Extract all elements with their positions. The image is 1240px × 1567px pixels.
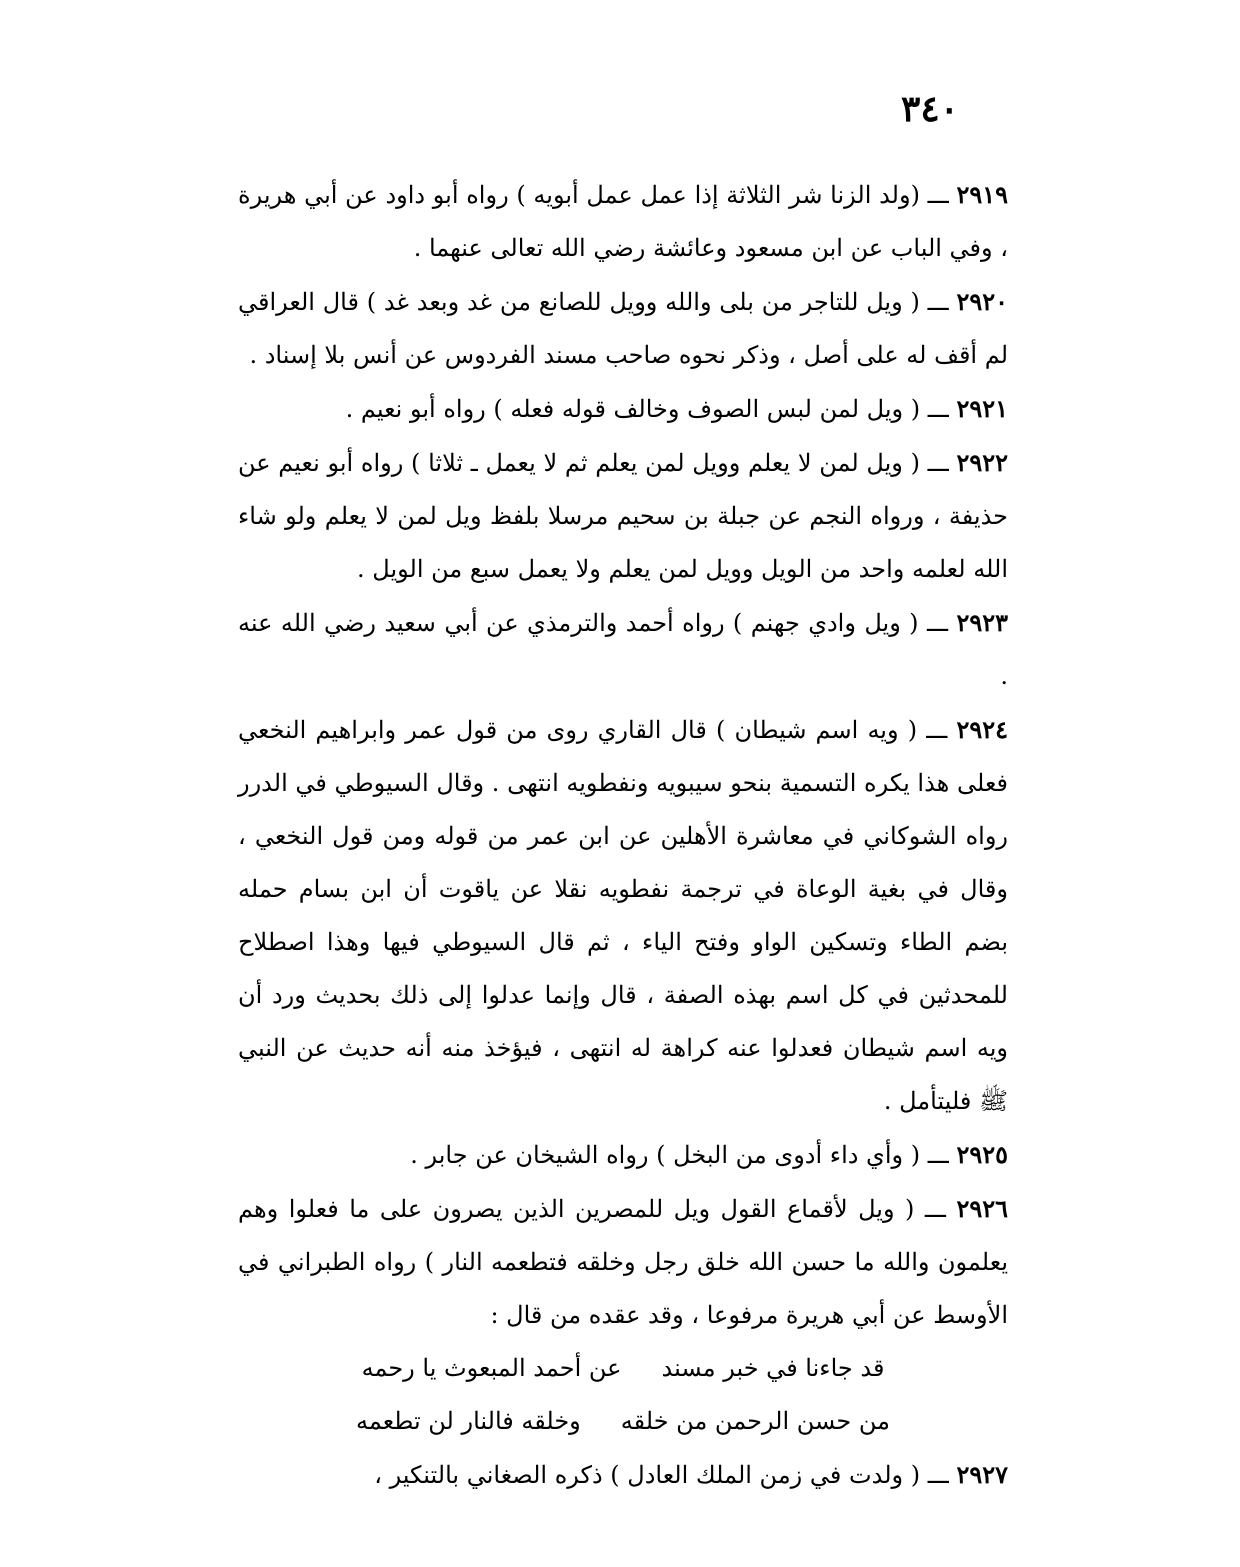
hadith-entry: [238, 703, 1008, 1128]
entry-text: ـــ ( وأي داء أدوى من البخل ) رواه الشيخان عن جابر .: [410, 1141, 957, 1169]
entry-text: ـــ ( ويل للتاجر من بلى والله وويل للصانع من غد وبعد غد ) قال العراقي لم أقف له على أصل ، وذكر نحوه صاحب مسند الفردوس عن أنس بلا إسناد .: [238, 288, 1008, 369]
hadith-entry: [238, 275, 1008, 382]
entry-number: ٢٩٢٣: [956, 608, 1008, 637]
hadith-entry: [238, 1448, 1008, 1502]
hadith-entry: [238, 596, 1008, 703]
poem-hemistich-left: عن أحمد المبعوث يا رحمه: [361, 1354, 622, 1382]
hadith-entry: [238, 1182, 1008, 1342]
entry-number: ٢٩٢٤: [956, 715, 1008, 744]
poem-verse: [238, 1342, 1008, 1395]
hadith-entry: [238, 382, 1008, 436]
poem-hemistich-left: وخلقه فالنار لن تطعمه: [355, 1407, 581, 1435]
entry-text: ـــ ( ويه اسم شيطان ) قال القاري روى من قول عمر وابراهيم النخعي فعلى هذا يكره التسمية بنحو سيبويه ونفطويه انتهى . وقال السيوطي في الدرر رواه الشوكاني في معاشرة الأهلين عن ابن عمر من قوله ومن قول النخعي ، وقال في بغية الوعاة في ترجمة نفطويه نقلا عن ياقوت أن ابن بسام حمله بضم الطاء وتسكين الواو وفتح الياء ، ثم قال السيوطي فيها وهذا اصطلاح للمحدثين في كل اسم بهذه الصفة ، قال وإنما عدلوا إلى ذلك بحديث ورد أن ويه اسم شيطان فعدلوا عنه كراهة له انتهى ، فيؤخذ منه أنه حديث عن النبي ﷺ فليتأمل .: [238, 716, 1008, 1115]
entry-number: ٢٩٢٦: [956, 1194, 1008, 1223]
entry-number: ٢٩٢٥: [956, 1140, 1008, 1169]
hadith-entry: [238, 1128, 1008, 1182]
entry-number: ٢٩٢٢: [956, 448, 1008, 477]
entry-text: ـــ ( ويل لمن لا يعلم وويل لمن يعلم ثم لا يعمل ـ ثلاثا ) رواه أبو نعيم عن حذيفة ، ورواه النجم عن جبلة بن سحيم مرسلا بلفظ ويل لمن لا يعلم ولو شاء الله لعلمه واحد من الويل وويل لمن يعلم ولا يعمل سبع من الويل .: [238, 449, 1008, 583]
entry-number: ٢٩٢١: [956, 394, 1008, 423]
entry-number: ٢٩٢٧: [956, 1460, 1008, 1489]
entry-number: ٢٩٢٠: [956, 287, 1008, 316]
entry-text: ـــ ( ويل لأقماع القول ويل للمصرين الذين يصرون على ما فعلوا وهم يعلمون والله ما حسن الله خلق رجل وخلقه فتطعمه النار ) رواه الطبراني في الأوسط عن أبي هريرة مرفوعا ، وقد عقده من قال :: [238, 1195, 1008, 1329]
entry-number: ٢٩١٩: [956, 180, 1008, 209]
poem-hemistich-right: من حسن الرحمن من خلقه: [620, 1407, 891, 1435]
hadith-entry: [238, 168, 1008, 275]
page-number: ٣٤٠: [900, 88, 959, 130]
entry-text: ـــ ( ويل وادي جهنم ) رواه أحمد والترمذي عن أبي سعيد رضي الله عنه .: [238, 609, 1008, 690]
page-body: [238, 168, 1008, 1502]
hadith-entry: [238, 436, 1008, 596]
poem: [238, 1342, 1008, 1448]
entry-text: ـــ ( ولدت في زمن الملك العادل ) ذكره الصغاني بالتنكير ،: [374, 1461, 957, 1489]
poem-verse: [238, 1395, 1008, 1448]
entry-text: ـــ (ولد الزنا شر الثلاثة إذا عمل عمل أبويه ) رواه أبو داود عن أبي هريرة ، وفي الباب عن ابن مسعود وعائشة رضي الله تعالى عنهما .: [238, 181, 1008, 262]
entry-text: ـــ ( ويل لمن لبس الصوف وخالف قوله فعله ) رواه أبو نعيم .: [345, 395, 957, 423]
poem-hemistich-right: قد جاءنا في خبر مسند: [661, 1354, 885, 1382]
